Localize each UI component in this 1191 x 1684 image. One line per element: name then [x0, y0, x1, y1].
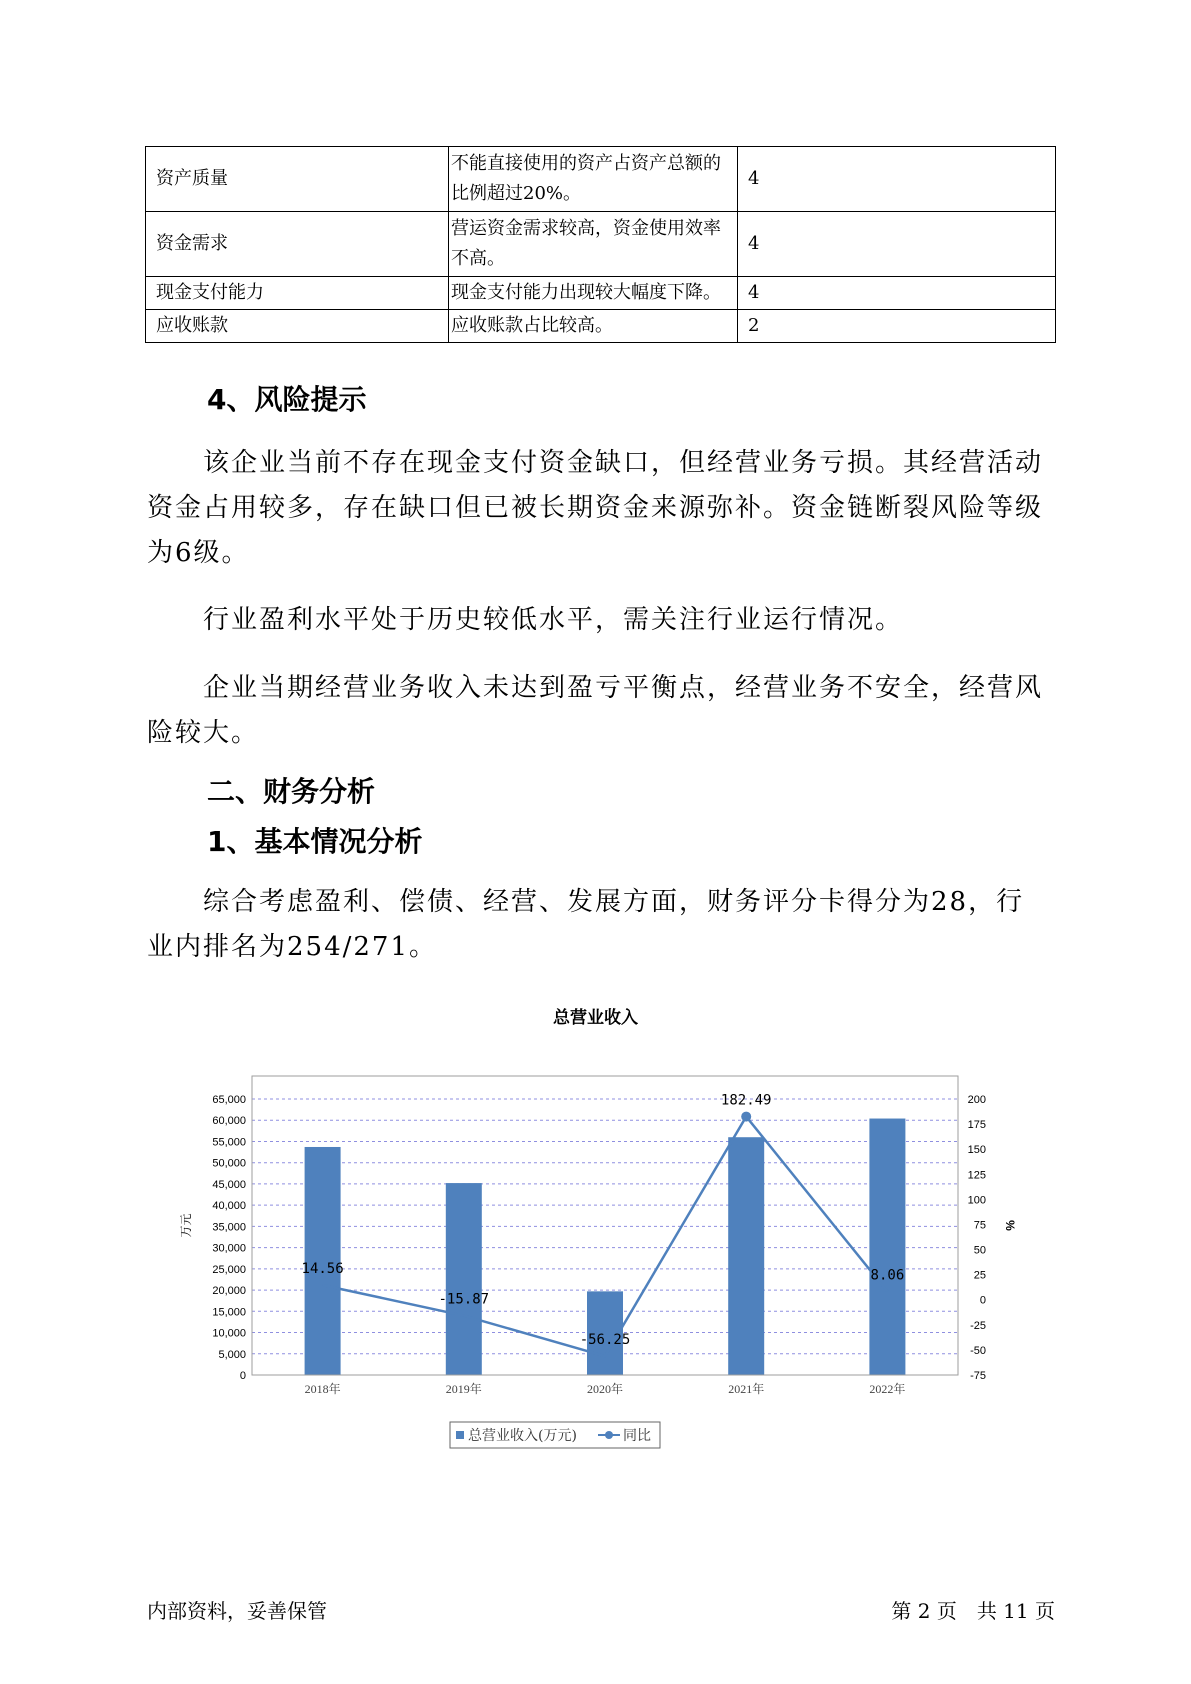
legend-bar-label: 总营业收入(万元) — [468, 1428, 577, 1444]
y-tick-label: 55,000 — [212, 1136, 246, 1149]
yoy-data-label: -56.25 — [579, 1332, 631, 1349]
table-cell-desc: 现金支付能力出现较大幅度下降。 — [449, 277, 738, 310]
table-row — [146, 212, 1056, 277]
y2-axis-title: % — [1003, 1220, 1017, 1231]
chart-title: 总营业收入 — [553, 1008, 638, 1028]
financial-analysis-heading: 二、财务分析 — [207, 775, 376, 808]
risk-indicator-table — [145, 146, 1056, 343]
risk-paragraph-2: 行业盈利水平处于历史较低水平，需关注行业运行情况。 — [203, 605, 904, 635]
table-cell-score: 4 — [738, 277, 1056, 310]
y2-tick-label: 200 — [967, 1094, 986, 1106]
yoy-point — [741, 1112, 751, 1122]
risk-paragraph-1: 该企业当前不存在现金支付资金缺口，但经营业务亏损。其经营活动资金占用较多，存在缺口但已被长期资金来源弥补。资金链断裂风险等级为6级。 — [147, 448, 1044, 568]
y2-tick-label: 100 — [967, 1194, 986, 1207]
x-tick-label: 2021年 — [728, 1382, 765, 1396]
legend-line-label: 同比 — [623, 1428, 651, 1444]
table-cell-score: 4 — [738, 212, 1056, 277]
y-tick-label: 45,000 — [212, 1178, 246, 1191]
y2-tick-label: 75 — [973, 1219, 986, 1232]
y-tick-label: 30,000 — [212, 1242, 246, 1255]
chart-legend — [450, 1422, 660, 1448]
table-row — [146, 147, 1056, 212]
y2-tick-label: -25 — [970, 1319, 986, 1332]
basic-analysis-paragraph: 综合考虑盈利、偿债、经营、发展方面，财务评分卡得分为28，行业内排名为254/271。 — [147, 887, 1025, 962]
y-tick-label: 65,000 — [212, 1094, 246, 1106]
table-cell-score: 4 — [738, 147, 1056, 212]
y2-tick-label: -50 — [970, 1344, 986, 1357]
footer-confidential: 内部资料，妥善保管 — [147, 1599, 327, 1623]
y-tick-label: 35,000 — [212, 1221, 246, 1234]
y-tick-label: 10,000 — [212, 1327, 246, 1340]
risk-warning-heading: 4、风险提示 — [207, 383, 367, 416]
y2-tick-label: 50 — [973, 1244, 986, 1257]
table-cell-score: 2 — [738, 310, 1056, 343]
revenue-bar — [869, 1119, 905, 1375]
y2-tick-label: 125 — [967, 1169, 986, 1182]
yoy-data-label: 182.49 — [720, 1092, 772, 1109]
table-row — [146, 277, 1056, 310]
x-tick-label: 2019年 — [445, 1382, 482, 1396]
table-cell-desc: 营运资金需求较高，资金使用效率不高。 — [449, 212, 738, 277]
y2-tick-label: 25 — [973, 1269, 986, 1282]
y2-tick-label: 0 — [979, 1294, 986, 1307]
footer-page-number: 第 2 页 共 11 页 — [891, 1599, 1055, 1623]
table-cell-item: 现金支付能力 — [146, 277, 449, 310]
y2-tick-label: 175 — [967, 1119, 986, 1132]
y-tick-label: 5,000 — [218, 1348, 246, 1361]
y-axis-title: 万元 — [179, 1213, 193, 1238]
revenue-bar — [728, 1137, 764, 1375]
y-tick-label: 20,000 — [212, 1285, 246, 1298]
yoy-data-label: 14.56 — [301, 1261, 344, 1278]
y-tick-label: 60,000 — [212, 1115, 246, 1128]
y2-tick-label: -75 — [970, 1370, 986, 1382]
table-cell-item: 资金需求 — [146, 212, 449, 277]
legend-line-marker — [605, 1431, 613, 1439]
yoy-data-label: 8.06 — [870, 1267, 905, 1284]
table-row — [146, 310, 1056, 343]
basic-analysis-heading: 1、基本情况分析 — [207, 825, 423, 858]
y-tick-label: 15,000 — [212, 1306, 246, 1319]
table-cell-desc: 不能直接使用的资产占资产总额的比例超过20%。 — [449, 147, 738, 212]
x-tick-label: 2020年 — [586, 1382, 624, 1396]
legend-bar-swatch — [456, 1431, 464, 1439]
revenue-bar — [446, 1183, 482, 1375]
y-tick-label: 50,000 — [212, 1157, 246, 1170]
x-tick-label: 2022年 — [869, 1382, 906, 1396]
revenue-chart — [179, 1030, 1017, 1470]
y-tick-label: 0 — [239, 1370, 246, 1382]
yoy-data-label: -15.87 — [438, 1291, 490, 1308]
table-cell-item: 应收账款 — [146, 310, 449, 343]
x-tick-label: 2018年 — [304, 1382, 341, 1396]
table-cell-item: 资产质量 — [146, 147, 449, 212]
y2-tick-label: 150 — [967, 1144, 986, 1157]
y-tick-label: 25,000 — [212, 1263, 246, 1276]
risk-paragraph-3: 企业当期经营业务收入未达到盈亏平衡点，经营业务不安全，经营风险较大。 — [147, 673, 1044, 748]
table-cell-desc: 应收账款占比较高。 — [449, 310, 738, 343]
y-tick-label: 40,000 — [212, 1200, 246, 1213]
